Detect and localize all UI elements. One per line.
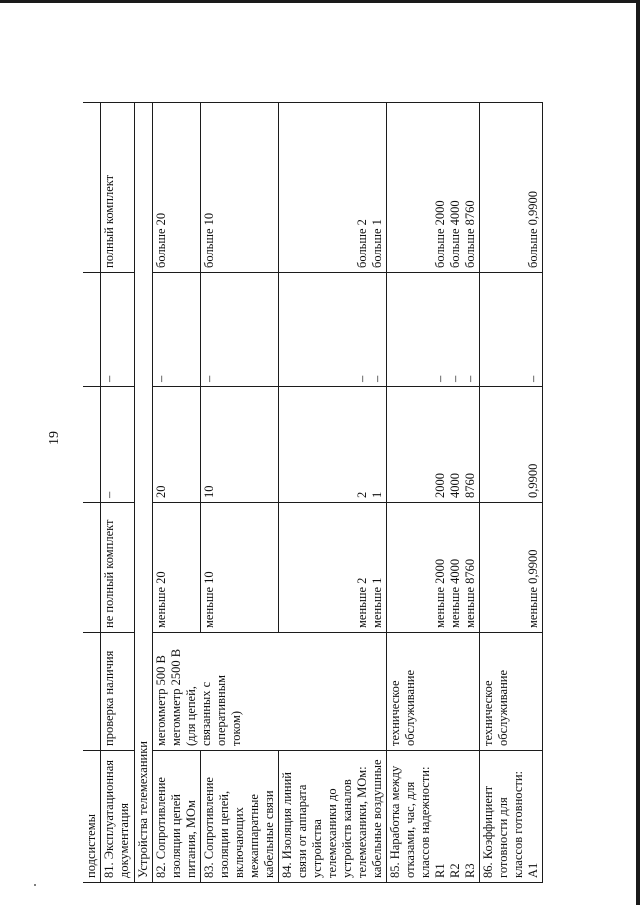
dash-cell: – – – — [387, 273, 480, 387]
table-row — [201, 103, 279, 883]
scan-speck — [34, 884, 36, 886]
condition-value-cell: 2 1 — [279, 387, 387, 503]
condition-value-cell: 2000 4000 8760 — [387, 387, 480, 503]
table-row — [387, 103, 480, 883]
param-cell: 82. Сопротивление изоляции цепей питания, МОм — [153, 751, 201, 883]
condition-value-cell: 20 — [153, 387, 201, 503]
limit-cell: больше 20 — [153, 103, 201, 273]
dash-cell: – — [201, 273, 279, 387]
table-row — [279, 103, 387, 883]
condition-value-cell: 10 — [201, 387, 279, 503]
method-cell: мегомметр 500 В мегомметр 2500 В (для цепей, связанных с оперативным током) — [153, 633, 387, 751]
dash-cell: – — [101, 273, 135, 387]
limit-cell: больше 2000 больше 4000 больше 8760 — [387, 103, 480, 273]
method-cell: проверка наличия — [101, 633, 135, 751]
method-cell: техническое обслуживание — [480, 633, 543, 751]
right-edge — [636, 0, 640, 905]
rotated-table-container — [83, 103, 540, 883]
condition-value-cell: – — [101, 387, 135, 503]
table-row — [101, 103, 135, 883]
param-cell: 81. Эксплуатационная документация — [101, 751, 135, 883]
dash-cell: – – — [279, 273, 387, 387]
limit-cell: полный комплект — [101, 103, 135, 273]
condition-text-cell: меньше 10 — [201, 503, 279, 633]
param-cell: 85. Наработка между отказами, час, для классов надежности: R1 R2 R3 — [387, 751, 480, 883]
limit-cell: больше 10 — [201, 103, 279, 273]
dash-cell: – — [480, 273, 543, 387]
param-cell: 86. Коэффициент готовности для классов готовности: А1 — [480, 751, 543, 883]
table-row — [135, 103, 153, 883]
parameters-table — [83, 102, 543, 883]
page-number: 19 — [47, 431, 62, 445]
dash-cell: – — [153, 273, 201, 387]
condition-text-cell: меньше 2000 меньше 4000 меньше 8760 — [387, 503, 480, 633]
param-cell: 83. Сопротивление изоляции цепей, включающих межаппаратные кабельные связи — [201, 751, 279, 883]
top-edge — [0, 0, 640, 3]
table-row — [83, 103, 101, 883]
condition-text-cell: меньше 2 меньше 1 — [279, 503, 387, 633]
condition-text-cell: меньше 0,9900 — [480, 503, 543, 633]
param-cell: 84. Изоляция линий связи от аппарата устройства телемеханики до устройств каналов телемеханики, МОм: кабельные воздушные — [279, 751, 387, 883]
condition-text-cell: меньше 20 — [153, 503, 201, 633]
method-cell: техническое обслуживание — [387, 633, 480, 751]
section-title: Устройства телемеханики — [135, 103, 153, 883]
limit-cell: больше 2 больше 1 — [279, 103, 387, 273]
table-row — [480, 103, 543, 883]
condition-value-cell: 0,9900 — [480, 387, 543, 503]
limit-cell: больше 0,9900 — [480, 103, 543, 273]
continuation-cell: подсистемы — [83, 751, 101, 883]
table-row — [153, 103, 201, 883]
condition-text-cell: не полный комплект — [101, 503, 135, 633]
